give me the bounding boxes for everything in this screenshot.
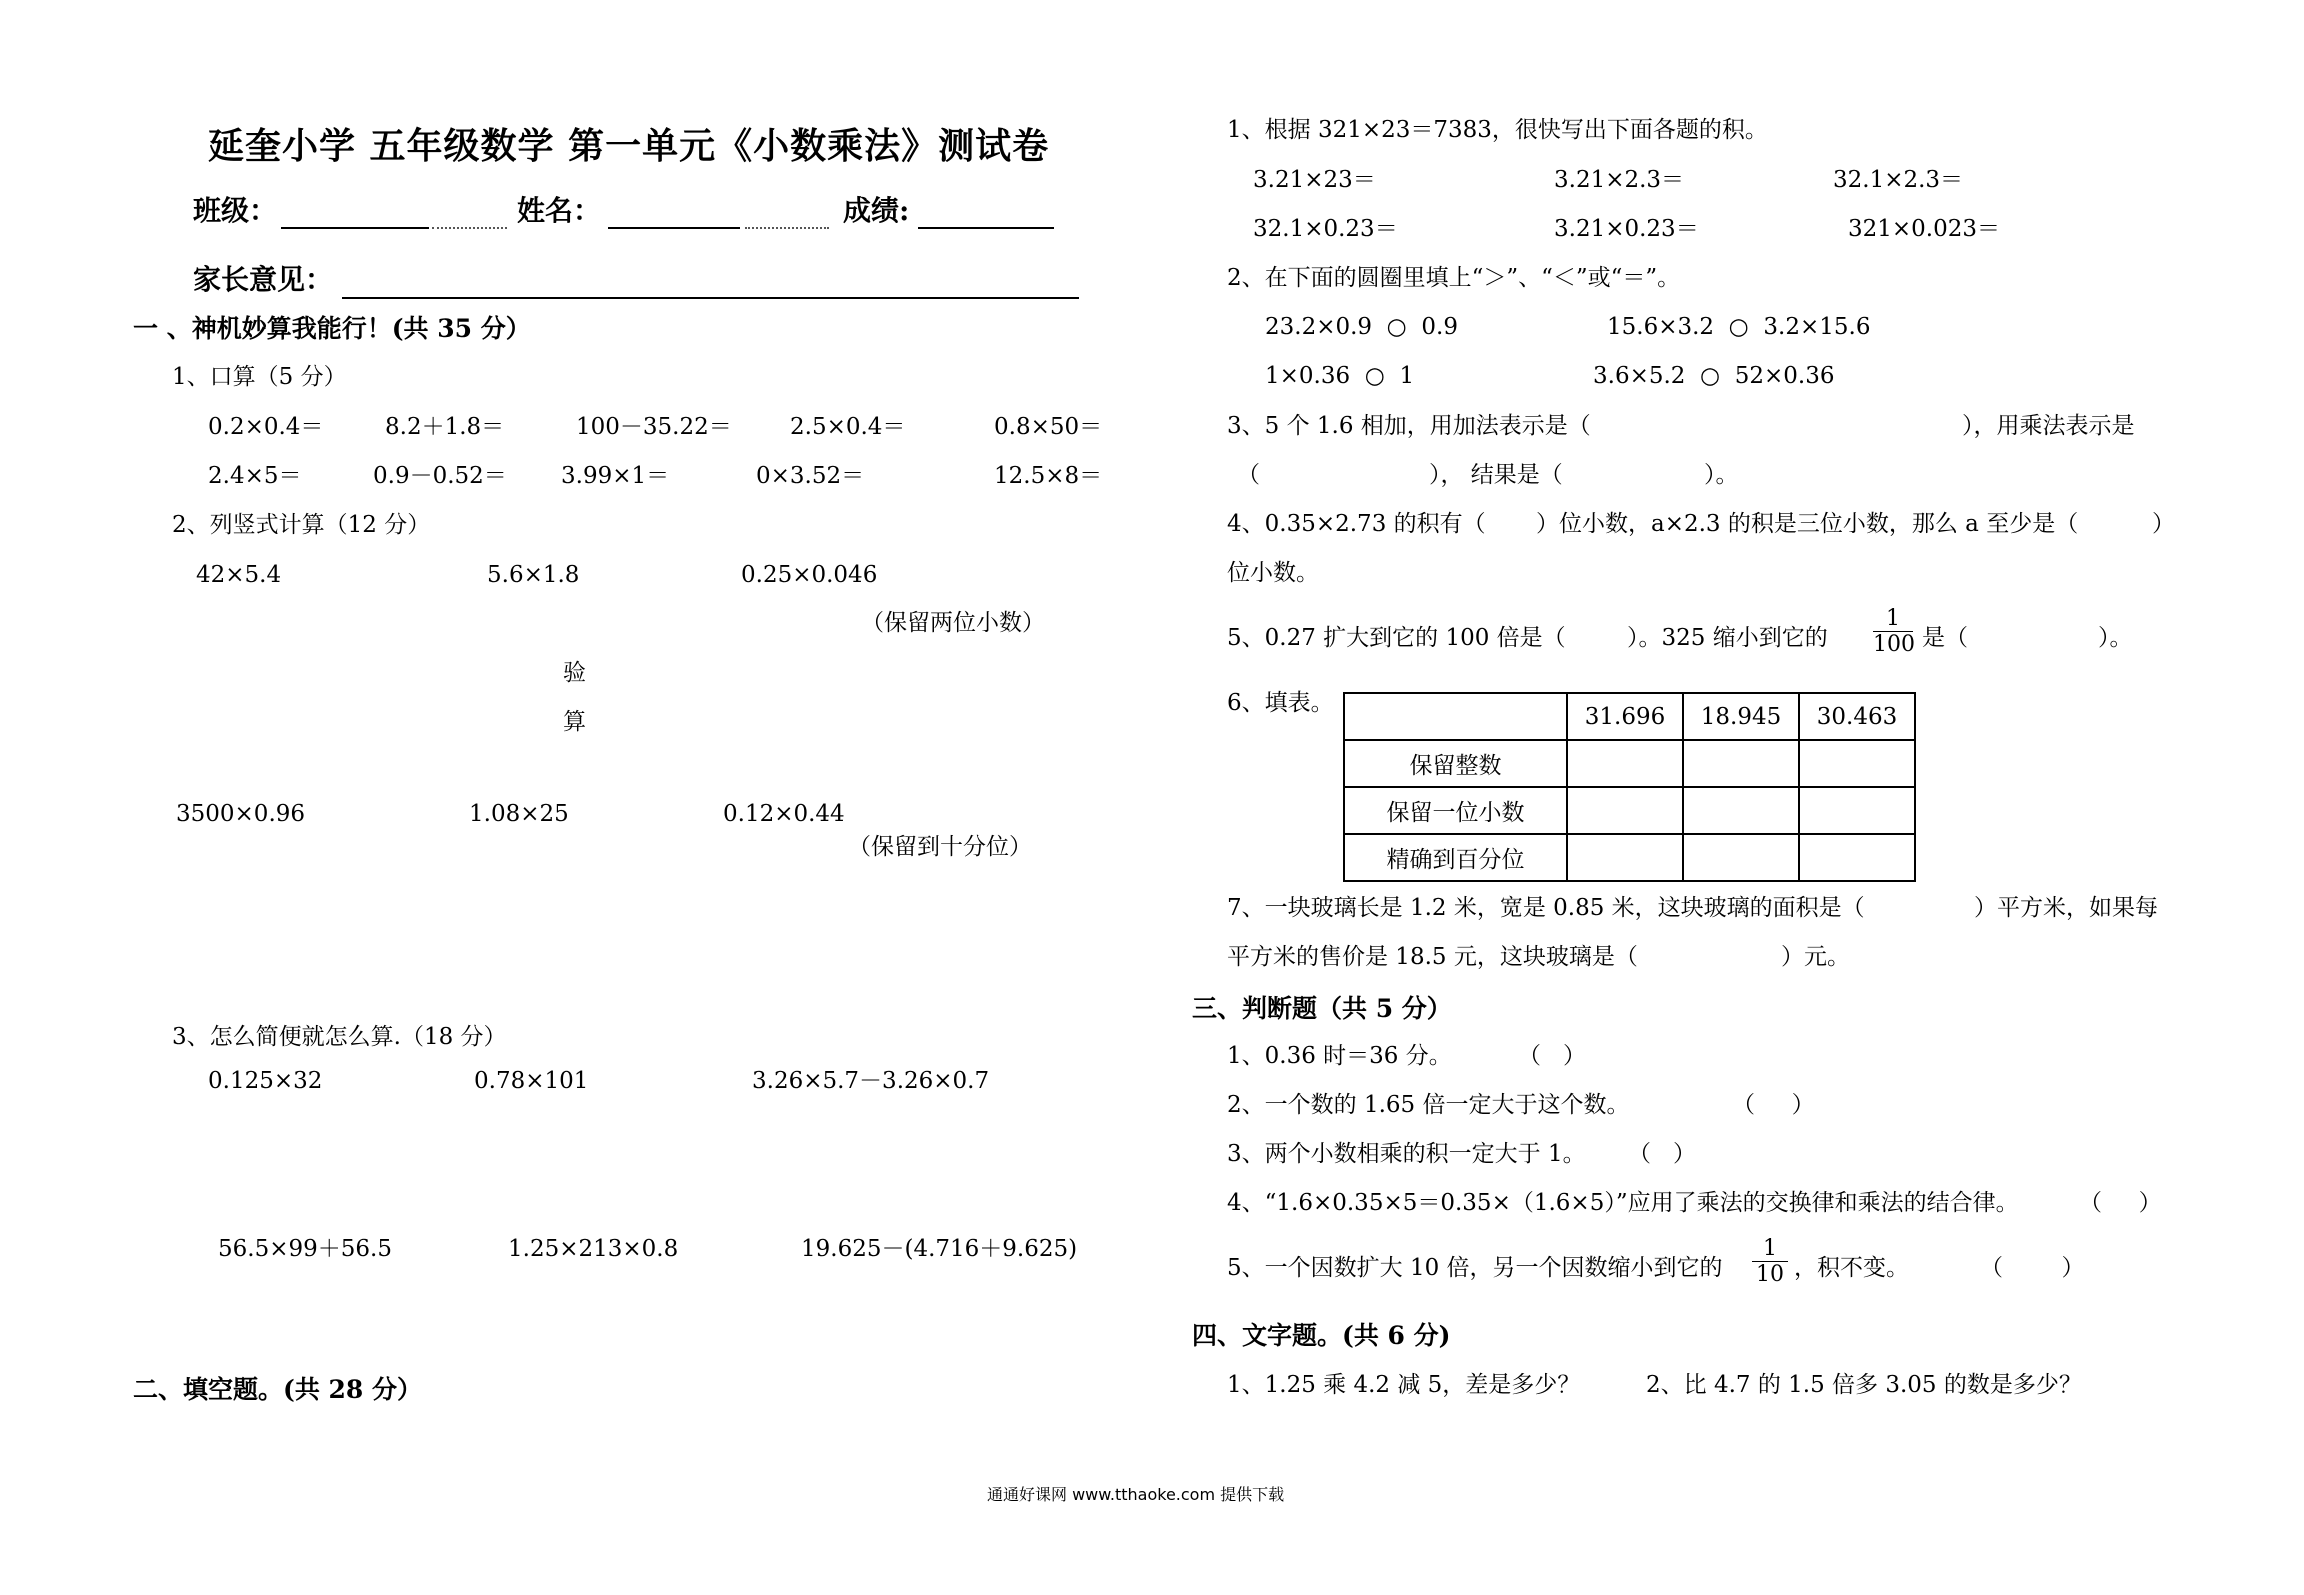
compare-left: 1×0.36 [1265, 363, 1351, 389]
table-row [1344, 693, 1915, 740]
mental-calc-item: 2.4×5＝ [208, 463, 302, 489]
table-header-cell: 30.463 [1799, 693, 1915, 740]
compare-right: 1 [1399, 363, 1415, 389]
simplify-calc-item: 19.625－(4.716＋9.625) [801, 1236, 1078, 1262]
parent-opinion-field[interactable] [342, 297, 1079, 299]
fill-q4-line1a: 4、0.35×2.73 的积有（ [1227, 511, 1486, 537]
verify-label: 算 [563, 709, 586, 735]
product-item: 32.1×0.23＝ [1253, 216, 1398, 242]
vertical-calc-item: 0.12×0.44 [723, 801, 845, 827]
product-item: 32.1×2.3＝ [1833, 167, 1964, 193]
word-problem-2: 2、比 4.7 的 1.5 倍多 3.05 的数是多少？ [1646, 1372, 2082, 1398]
fraction-denominator: 10 [1756, 1262, 1784, 1288]
table-answer-cell[interactable] [1683, 787, 1799, 834]
footer-credit: 通通好课网 www.tthaoke.com 提供下载 [987, 1485, 1285, 1504]
fill-q3-line2c: ）。 [1704, 462, 1739, 488]
vertical-calc-item: 42×5.4 [196, 562, 282, 588]
fill-q7-line2a: 平方米的售价是 18.5 元，这块玻璃是（ [1227, 944, 1638, 970]
mental-calc-item: 0.8×50＝ [994, 414, 1103, 440]
simplify-calc-item: 0.125×32 [208, 1068, 323, 1094]
fraction-one-hundredth [1873, 607, 1913, 656]
compare-item [1593, 363, 1835, 391]
vertical-calc-item: 5.6×1.8 [487, 562, 580, 588]
table-answer-cell[interactable] [1567, 834, 1683, 881]
score-field[interactable] [918, 227, 1054, 229]
compare-item [1265, 314, 1458, 342]
fill-q4-line2: 位小数。 [1227, 560, 1319, 586]
judge-item: 3、两个小数相乘的积一定大于 1。 [1227, 1141, 1586, 1167]
part2-title: 2、列竖式计算（12 分） [172, 512, 431, 538]
judge-answer-paren[interactable]: （ ） [1980, 1255, 2085, 1281]
section3-title: 三、判断题（共 5 分） [1192, 994, 1452, 1023]
mental-calc-item: 0×3.52＝ [756, 463, 865, 489]
dotted-separator [745, 227, 829, 229]
simplify-calc-item: 3.26×5.7－3.26×0.7 [752, 1068, 990, 1094]
class-field[interactable] [281, 227, 429, 229]
fill-q5-d: ）。 [2098, 625, 2133, 651]
judge-answer-paren[interactable]: （ ） [2079, 1190, 2162, 1216]
section4-title: 四、文字题。(共 6 分) [1192, 1321, 1451, 1350]
simplify-calc-item: 56.5×99＋56.5 [218, 1236, 392, 1262]
compare-item [1265, 363, 1414, 391]
page-title: 延奎小学 五年级数学 第一单元《小数乘法》测试卷 [208, 125, 1050, 167]
fill-q2-text: 2、在下面的圆圈里填上“＞”、“＜”或“＝”。 [1227, 265, 1681, 291]
fill-q1-text: 1、根据 321×23＝7383，很快写出下面各题的积。 [1227, 117, 1768, 143]
fill-q5-b: ）。325 缩小到它的 [1627, 625, 1828, 651]
table-header-cell: 18.945 [1683, 693, 1799, 740]
simplify-calc-item: 1.25×213×0.8 [508, 1236, 679, 1262]
compare-right: 0.9 [1421, 314, 1458, 340]
mental-calc-item: 2.5×0.4＝ [790, 414, 906, 440]
table-answer-cell[interactable] [1567, 787, 1683, 834]
compare-left: 23.2×0.9 [1265, 314, 1373, 340]
part3-title: 3、怎么简便就怎么算.（18 分） [172, 1024, 507, 1050]
mental-calc-item: 100－35.22＝ [576, 414, 732, 440]
product-item: 3.21×0.23＝ [1554, 216, 1699, 242]
judge-item: 4、“1.6×0.35×5＝0.35×（1.6×5）”应用了乘法的交换律和乘法的结合律。 [1227, 1190, 2019, 1216]
table-row [1344, 834, 1915, 881]
table-answer-cell[interactable] [1683, 740, 1799, 787]
table-answer-cell[interactable] [1683, 834, 1799, 881]
section1-title: 一 、神机妙算我能行！(共 35 分） [133, 314, 531, 343]
compare-circle[interactable]: ○ [1721, 314, 1757, 340]
rounding-note: （保留两位小数） [861, 610, 1045, 636]
fill-q7-line2b: ）元。 [1781, 944, 1850, 970]
table-row [1344, 740, 1915, 787]
compare-circle[interactable]: ○ [1357, 363, 1393, 389]
vertical-calc-item: 1.08×25 [469, 801, 569, 827]
mental-calc-item: 0.9－0.52＝ [373, 463, 507, 489]
product-item: 3.21×2.3＝ [1554, 167, 1685, 193]
rounding-table [1343, 692, 1916, 882]
product-item: 3.21×23＝ [1253, 167, 1376, 193]
compare-left: 3.6×5.2 [1593, 363, 1686, 389]
fill-q4-line1c: ） [2152, 511, 2175, 537]
score-label: 成绩: [843, 194, 910, 227]
fill-q3-line1a: 3、5 个 1.6 相加，用加法表示是（ [1227, 413, 1591, 439]
fraction-numerator: 1 [1873, 607, 1913, 632]
judge-item: 2、一个数的 1.65 倍一定大于这个数。 [1227, 1092, 1630, 1118]
judge-answer-paren[interactable]: （ ） [1732, 1092, 1815, 1118]
compare-circle[interactable]: ○ [1379, 314, 1415, 340]
table-row [1344, 787, 1915, 834]
parent-opinion-label: 家长意见： [193, 263, 334, 296]
section2-title: 二、填空题。(共 28 分） [133, 1375, 423, 1404]
fill-q7-line1b: ）平方米，如果每 [1974, 895, 2158, 921]
judge-item5b: ，积不变。 [1794, 1255, 1909, 1281]
word-problem-1: 1、1.25 乘 4.2 减 5，差是多少？ [1227, 1372, 1581, 1398]
fill-q3-line2b: ）， 结果是（ [1429, 462, 1563, 488]
compare-left: 15.6×3.2 [1607, 314, 1715, 340]
compare-right: 52×0.36 [1734, 363, 1835, 389]
table-answer-cell[interactable] [1799, 834, 1915, 881]
table-row-label: 精确到百分位 [1344, 834, 1567, 881]
name-field[interactable] [608, 227, 740, 229]
fill-q3-line2a: （ [1237, 462, 1260, 488]
product-item: 321×0.023＝ [1848, 216, 2001, 242]
fill-q7-line1a: 7、一块玻璃长是 1.2 米，宽是 0.85 米，这块玻璃的面积是（ [1227, 895, 1865, 921]
simplify-calc-item: 0.78×101 [474, 1068, 589, 1094]
part1-title: 1、口算（5 分） [172, 364, 347, 390]
fill-q3-line1b: ），用乘法表示是 [1962, 413, 2135, 439]
table-corner-cell [1344, 693, 1567, 740]
verify-label: 验 [563, 660, 586, 686]
compare-circle[interactable]: ○ [1692, 363, 1728, 389]
table-row-label: 保留一位小数 [1344, 787, 1567, 834]
name-label: 姓名： [517, 194, 602, 227]
mental-calc-item: 12.5×8＝ [994, 463, 1103, 489]
fraction-denominator: 100 [1873, 632, 1915, 658]
vertical-calc-item: 0.25×0.046 [741, 562, 878, 588]
judge-answer-paren[interactable]: （ ） [1628, 1141, 1696, 1167]
table-header-cell: 31.696 [1567, 693, 1683, 740]
fraction-one-tenth [1752, 1237, 1788, 1286]
fill-q4-line1b: ）位小数，a×2.3 的积是三位小数，那么 a 至少是（ [1536, 511, 2079, 537]
table-answer-cell[interactable] [1799, 787, 1915, 834]
compare-item [1607, 314, 1870, 342]
mental-calc-item: 3.99×1＝ [561, 463, 670, 489]
table-answer-cell[interactable] [1567, 740, 1683, 787]
fill-q5-c: 是（ [1922, 625, 1968, 651]
dotted-separator [432, 227, 507, 229]
judge-item: 1、0.36 时＝36 分。 [1227, 1043, 1452, 1069]
judge-answer-paren[interactable]: （ ） [1518, 1043, 1586, 1069]
class-label: 班级： [193, 194, 278, 227]
vertical-calc-item: 3500×0.96 [176, 801, 306, 827]
table-answer-cell[interactable] [1799, 740, 1915, 787]
mental-calc-item: 8.2＋1.8＝ [385, 414, 505, 440]
mental-calc-item: 0.2×0.4＝ [208, 414, 324, 440]
fraction-numerator: 1 [1752, 1237, 1788, 1262]
fill-q5-a: 5、0.27 扩大到它的 100 倍是（ [1227, 625, 1566, 651]
compare-right: 3.2×15.6 [1763, 314, 1871, 340]
table-row-label: 保留整数 [1344, 740, 1567, 787]
fill-q6-text: 6、填表。 [1227, 690, 1334, 716]
rounding-note: （保留到十分位） [848, 834, 1032, 860]
judge-item5a: 5、一个因数扩大 10 倍，另一个因数缩小到它的 [1227, 1255, 1723, 1281]
